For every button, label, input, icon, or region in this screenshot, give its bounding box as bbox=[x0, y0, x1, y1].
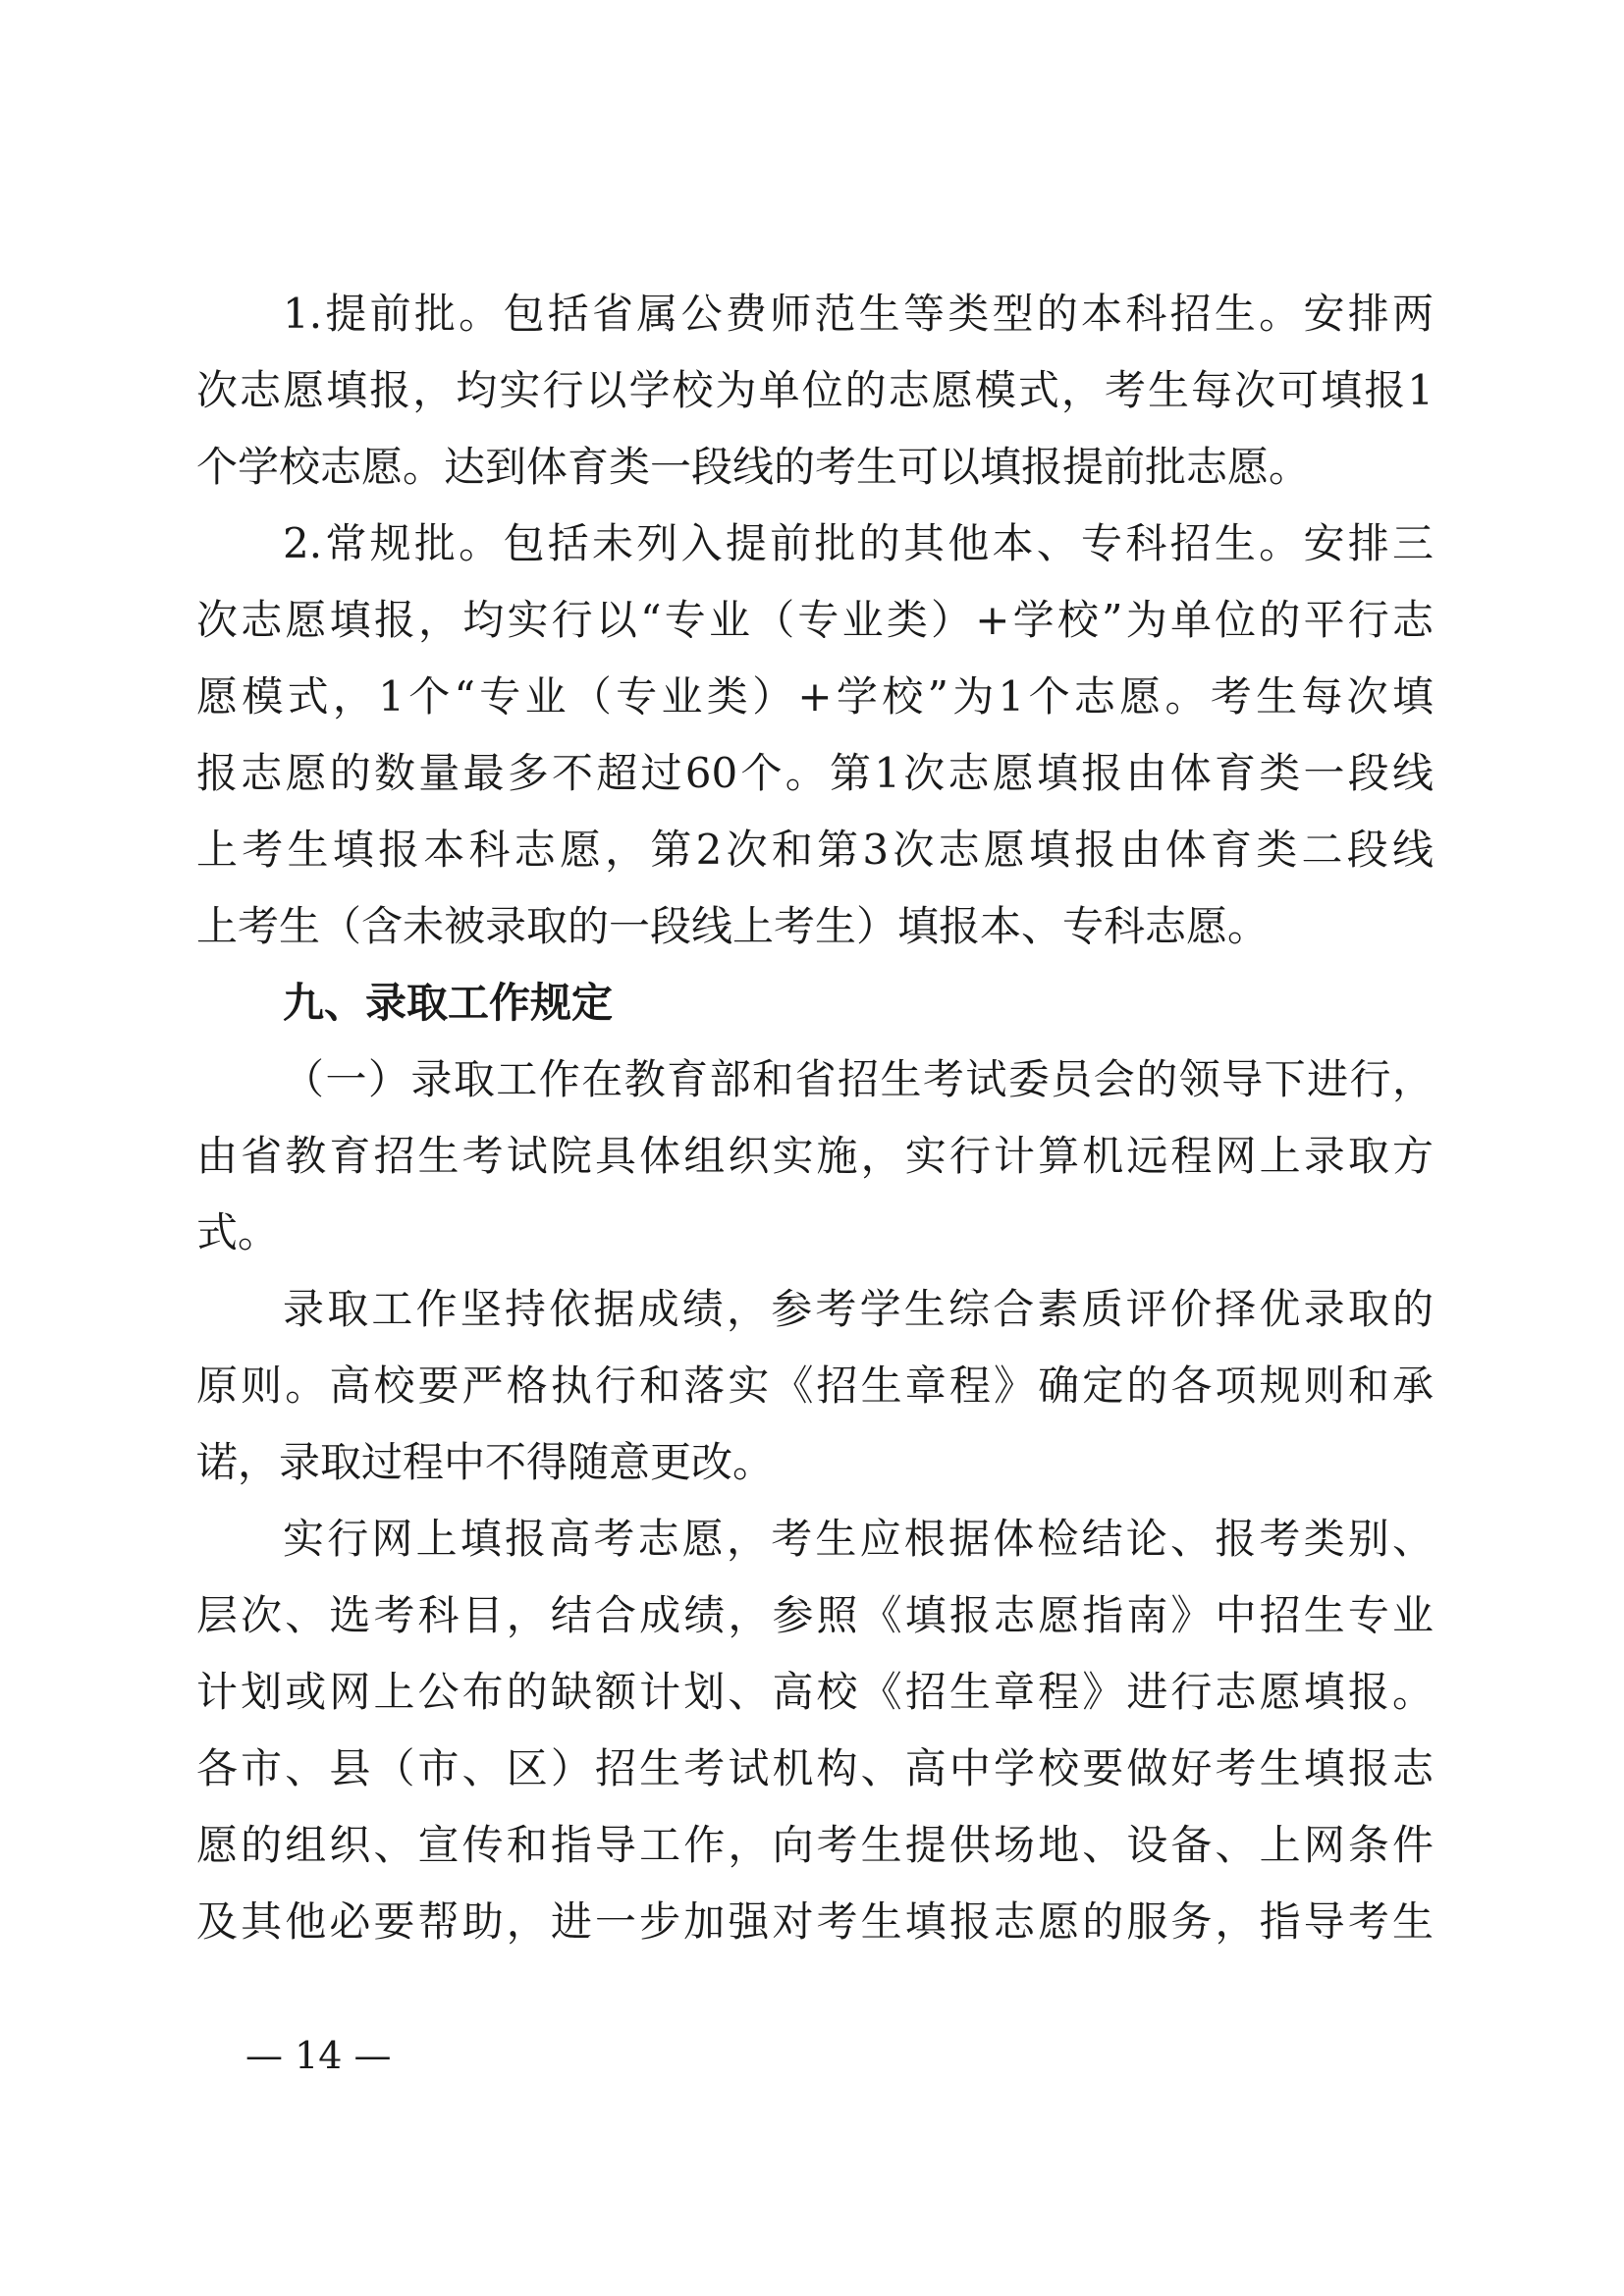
paragraph-4-line-2: 原则。高校要严格执行和落实《招生章程》确定的各项规则和承 bbox=[196, 1362, 1434, 1410]
paragraph-2-line-4: 报志愿的数量最多不超过60个。第1次志愿填报由体育类一段线 bbox=[196, 749, 1434, 797]
paragraph-4-line-1: 录取工作坚持依据成绩，参考学生综合素质评价择优录取的 bbox=[283, 1285, 1434, 1333]
page-number: — 14 — bbox=[245, 2034, 392, 2077]
paragraph-2-line-3: 愿模式，1个“专业（专业类）+学校”为1个志愿。考生每次填 bbox=[196, 672, 1434, 721]
paragraph-1-line-1: 1.提前批。包括省属公费师范生等类型的本科招生。安排两 bbox=[283, 290, 1434, 338]
paragraph-5-line-3: 计划或网上公布的缺额计划、高校《招生章程》进行志愿填报。 bbox=[196, 1668, 1434, 1716]
paragraph-5-line-6: 及其他必要帮助，进一步加强对考生填报志愿的服务，指导考生 bbox=[196, 1897, 1434, 1946]
paragraph-2-line-1: 2.常规批。包括未列入提前批的其他本、专科招生。安排三 bbox=[283, 519, 1434, 567]
paragraph-2-line-5: 上考生填报本科志愿，第2次和第3次志愿填报由体育类二段线 bbox=[196, 826, 1434, 874]
paragraph-5-line-1: 实行网上填报高考志愿，考生应根据体检结论、报考类别、 bbox=[283, 1515, 1434, 1563]
paragraph-5-line-2: 层次、选考科目，结合成绩，参照《填报志愿指南》中招生专业 bbox=[196, 1591, 1434, 1639]
paragraph-3-line-3: 式。 bbox=[196, 1208, 280, 1256]
section-heading: 九、录取工作规定 bbox=[283, 979, 614, 1027]
paragraph-3-line-1: （一）录取工作在教育部和省招生考试委员会的领导下进行， bbox=[283, 1055, 1434, 1103]
paragraph-1-line-2: 次志愿填报，均实行以学校为单位的志愿模式，考生每次可填报1 bbox=[196, 366, 1434, 414]
paragraph-5-line-4: 各市、县（市、区）招生考试机构、高中学校要做好考生填报志 bbox=[196, 1744, 1434, 1792]
paragraph-1-line-3: 个学校志愿。达到体育类一段线的考生可以填报提前批志愿。 bbox=[196, 443, 1311, 491]
paragraph-2-line-2: 次志愿填报，均实行以“专业（专业类）+学校”为单位的平行志 bbox=[196, 596, 1434, 644]
paragraph-2-line-6: 上考生（含未被录取的一段线上考生）填报本、专科志愿。 bbox=[196, 902, 1270, 950]
paragraph-3-line-2: 由省教育招生考试院具体组织实施，实行计算机远程网上录取方 bbox=[196, 1132, 1434, 1180]
paragraph-4-line-3: 诺，录取过程中不得随意更改。 bbox=[196, 1438, 775, 1486]
paragraph-5-line-5: 愿的组织、宣传和指导工作，向考生提供场地、设备、上网条件 bbox=[196, 1821, 1434, 1869]
